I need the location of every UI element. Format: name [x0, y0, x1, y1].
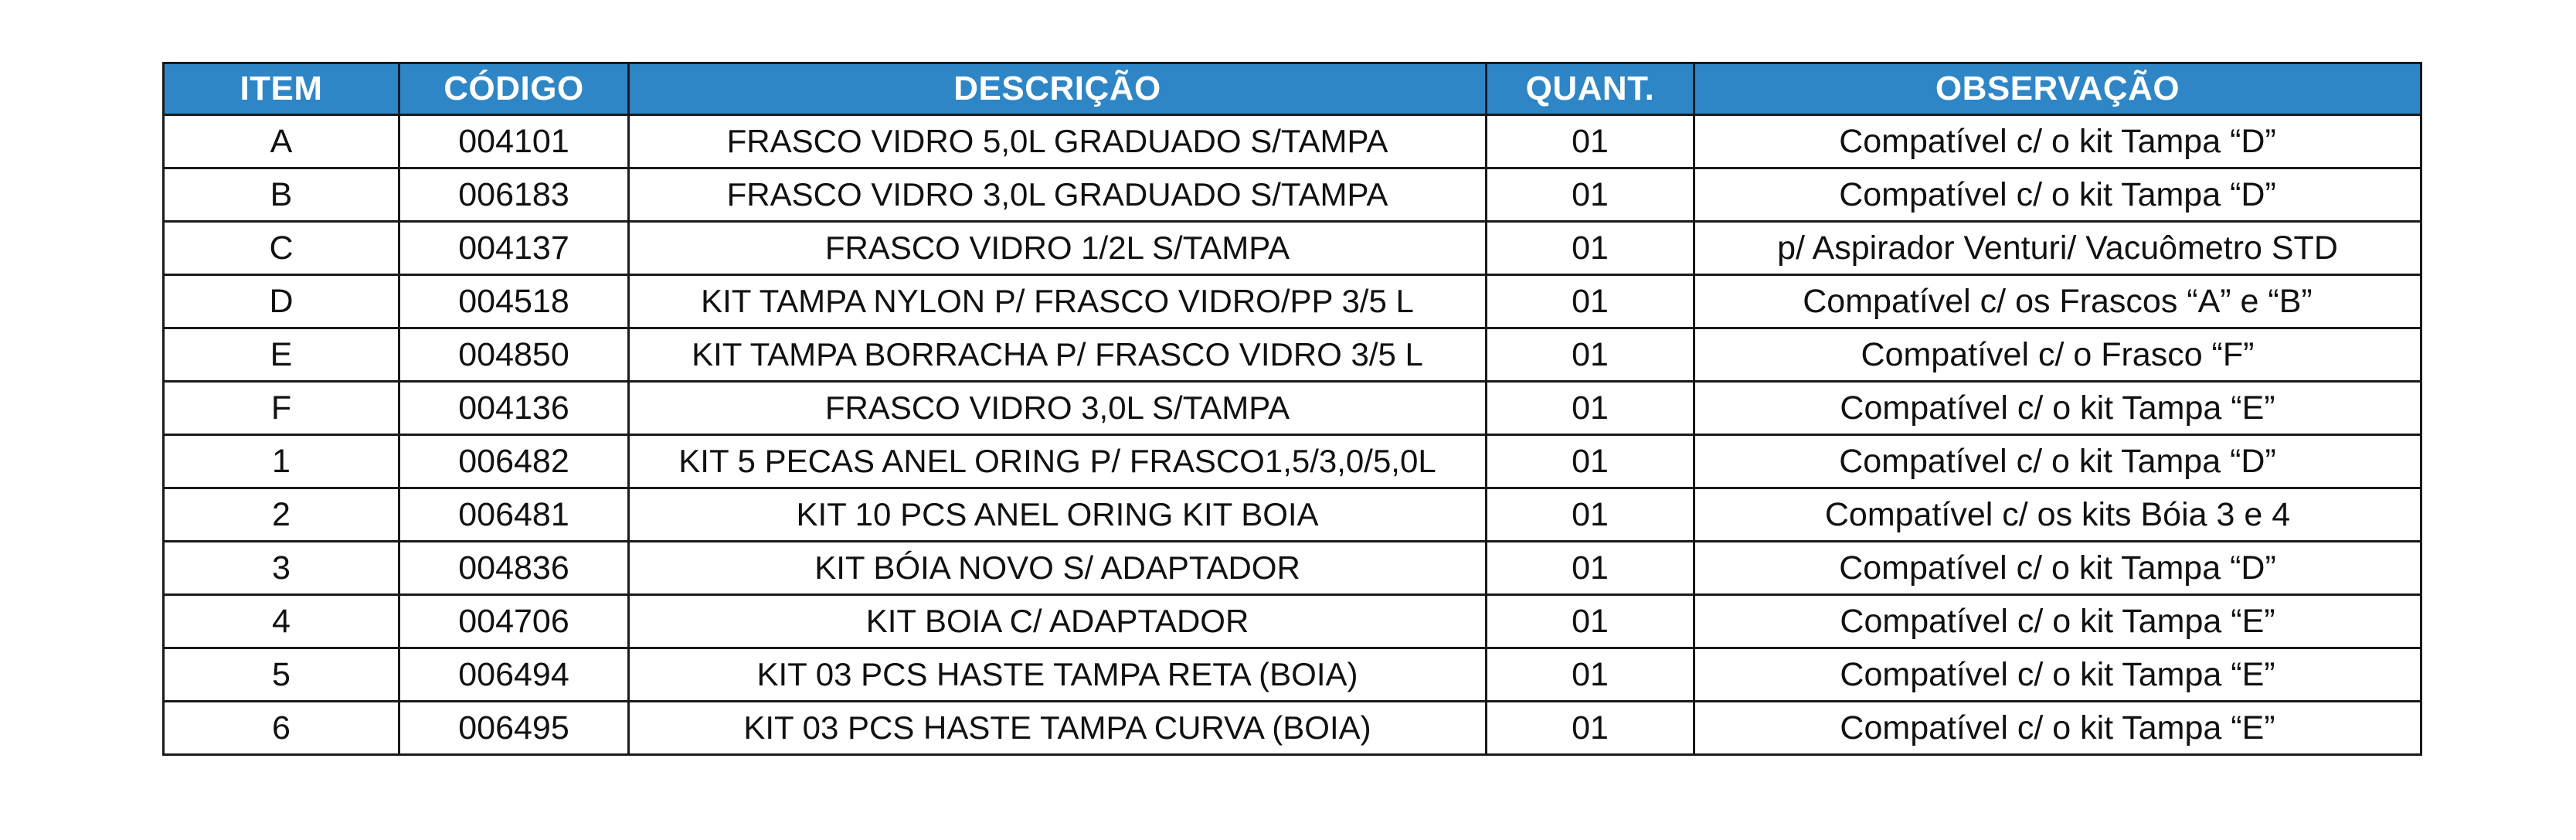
cell-observacao: Compatível c/ o kit Tampa “D” — [1694, 115, 2421, 168]
cell-quant: 01 — [1487, 275, 1694, 328]
header-descricao: DESCRIÇÃO — [629, 63, 1487, 115]
table-row — [164, 168, 2421, 222]
cell-codigo: 004137 — [399, 222, 629, 275]
cell-observacao: Compatível c/ o kit Tampa “D” — [1694, 542, 2421, 595]
cell-observacao: Compatível c/ o kit Tampa “E” — [1694, 702, 2421, 755]
cell-item: 3 — [164, 542, 399, 595]
cell-descricao: KIT 10 PCS ANEL ORING KIT BOIA — [629, 488, 1487, 542]
cell-observacao: Compatível c/ o kit Tampa “E” — [1694, 648, 2421, 702]
cell-observacao: Compatível c/ o Frasco “F” — [1694, 328, 2421, 382]
cell-quant: 01 — [1487, 702, 1694, 755]
cell-observacao: Compatível c/ o kit Tampa “E” — [1694, 382, 2421, 435]
cell-quant: 01 — [1487, 115, 1694, 168]
cell-item: 4 — [164, 595, 399, 648]
header-item: ITEM — [164, 63, 399, 115]
table-row — [164, 275, 2421, 328]
table-row — [164, 542, 2421, 595]
cell-quant: 01 — [1487, 328, 1694, 382]
cell-quant: 01 — [1487, 382, 1694, 435]
table-row — [164, 115, 2421, 168]
cell-observacao: Compatível c/ o kit Tampa “D” — [1694, 435, 2421, 488]
cell-descricao: FRASCO VIDRO 3,0L S/TAMPA — [629, 382, 1487, 435]
cell-descricao: FRASCO VIDRO 5,0L GRADUADO S/TAMPA — [629, 115, 1487, 168]
cell-item: D — [164, 275, 399, 328]
cell-item: 6 — [164, 702, 399, 755]
table-body — [164, 115, 2421, 755]
table-header — [164, 63, 2421, 115]
cell-codigo: 004850 — [399, 328, 629, 382]
cell-item: 5 — [164, 648, 399, 702]
cell-codigo: 006494 — [399, 648, 629, 702]
parts-table-container — [162, 62, 2420, 756]
cell-codigo: 004136 — [399, 382, 629, 435]
table-row — [164, 435, 2421, 488]
table-row — [164, 488, 2421, 542]
cell-quant: 01 — [1487, 222, 1694, 275]
cell-item: F — [164, 382, 399, 435]
header-observacao: OBSERVAÇÃO — [1694, 63, 2421, 115]
table-row — [164, 702, 2421, 755]
cell-descricao: FRASCO VIDRO 1/2L S/TAMPA — [629, 222, 1487, 275]
cell-observacao: p/ Aspirador Venturi/ Vacuômetro STD — [1694, 222, 2421, 275]
cell-codigo: 006495 — [399, 702, 629, 755]
cell-item: 2 — [164, 488, 399, 542]
header-row — [164, 63, 2421, 115]
cell-quant: 01 — [1487, 648, 1694, 702]
cell-codigo: 004706 — [399, 595, 629, 648]
table-row — [164, 382, 2421, 435]
cell-observacao: Compatível c/ os Frascos “A” e “B” — [1694, 275, 2421, 328]
cell-quant: 01 — [1487, 488, 1694, 542]
cell-codigo: 004836 — [399, 542, 629, 595]
cell-descricao: KIT 03 PCS HASTE TAMPA RETA (BOIA) — [629, 648, 1487, 702]
cell-codigo: 004101 — [399, 115, 629, 168]
cell-descricao: KIT BÓIA NOVO S/ ADAPTADOR — [629, 542, 1487, 595]
header-codigo: CÓDIGO — [399, 63, 629, 115]
header-quant: QUANT. — [1487, 63, 1694, 115]
table-row — [164, 328, 2421, 382]
table-row — [164, 222, 2421, 275]
cell-item: C — [164, 222, 399, 275]
cell-descricao: KIT BOIA C/ ADAPTADOR — [629, 595, 1487, 648]
cell-observacao: Compatível c/ o kit Tampa “D” — [1694, 168, 2421, 222]
cell-quant: 01 — [1487, 168, 1694, 222]
cell-quant: 01 — [1487, 542, 1694, 595]
cell-item: E — [164, 328, 399, 382]
parts-table — [162, 62, 2422, 756]
cell-descricao: FRASCO VIDRO 3,0L GRADUADO S/TAMPA — [629, 168, 1487, 222]
cell-quant: 01 — [1487, 595, 1694, 648]
cell-codigo: 004518 — [399, 275, 629, 328]
cell-observacao: Compatível c/ o kit Tampa “E” — [1694, 595, 2421, 648]
table-row — [164, 595, 2421, 648]
cell-codigo: 006481 — [399, 488, 629, 542]
table-row — [164, 648, 2421, 702]
cell-codigo: 006183 — [399, 168, 629, 222]
cell-item: B — [164, 168, 399, 222]
cell-quant: 01 — [1487, 435, 1694, 488]
cell-item: 1 — [164, 435, 399, 488]
cell-descricao: KIT TAMPA BORRACHA P/ FRASCO VIDRO 3/5 L — [629, 328, 1487, 382]
cell-descricao: KIT TAMPA NYLON P/ FRASCO VIDRO/PP 3/5 L — [629, 275, 1487, 328]
cell-codigo: 006482 — [399, 435, 629, 488]
cell-descricao: KIT 5 PECAS ANEL ORING P/ FRASCO1,5/3,0/5,0L — [629, 435, 1487, 488]
cell-descricao: KIT 03 PCS HASTE TAMPA CURVA (BOIA) — [629, 702, 1487, 755]
cell-item: A — [164, 115, 399, 168]
cell-observacao: Compatível c/ os kits Bóia 3 e 4 — [1694, 488, 2421, 542]
